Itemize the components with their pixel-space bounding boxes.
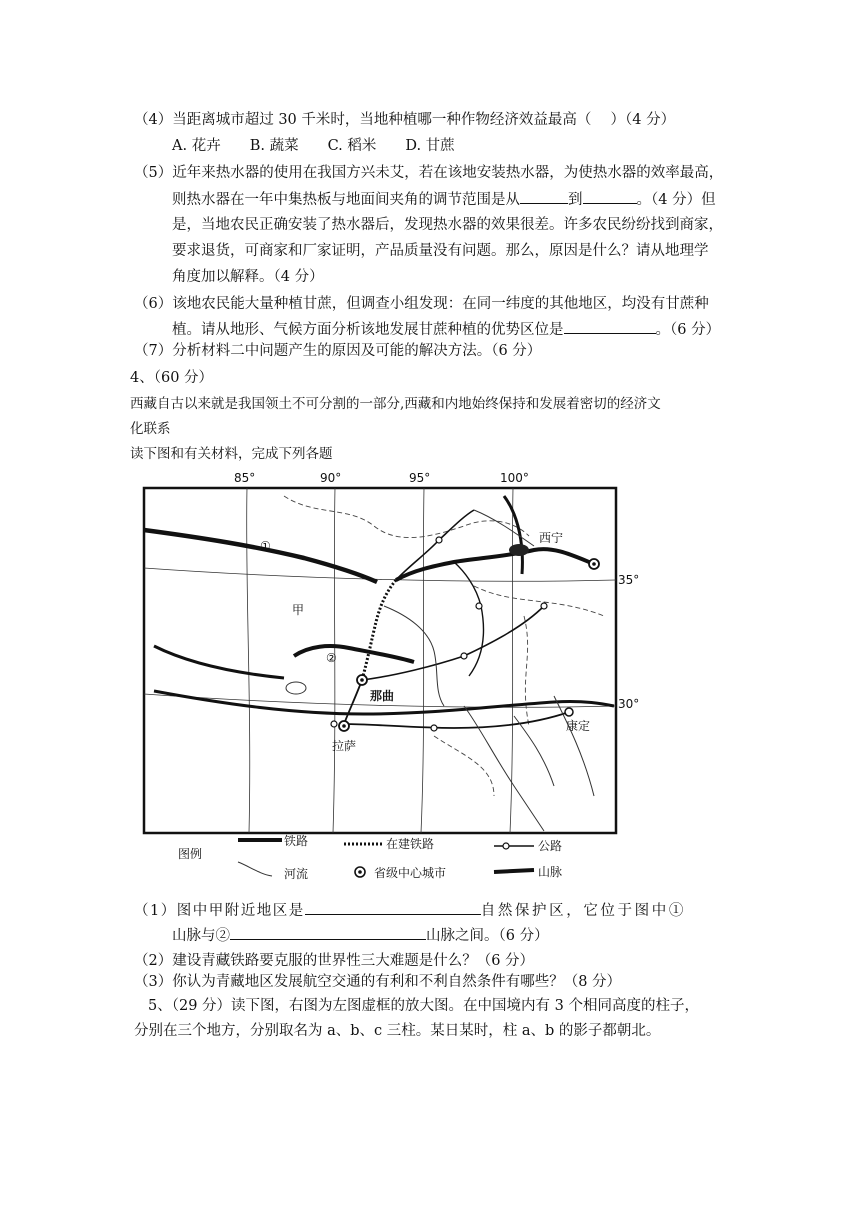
sq1-line2 [172,925,549,946]
naqu-marker-dot [360,678,364,682]
qinghai-lake [509,544,529,556]
sq1-line1-b: 自然保护区，它位于图中① [480,903,686,919]
sq1-line2-a: 山脉与② [172,928,230,944]
mountain-2-label: ② [326,651,337,665]
lake-1 [286,682,306,694]
highway-east [362,606,544,680]
q6-line2-b: 。（6 分） [655,322,721,338]
highway-stop-5 [476,603,482,609]
legend-railway-label: 铁路 [284,834,309,848]
river-5 [474,510,534,546]
s5-line1: 5、（29 分）读下图，右图为左图虚框的放大图。在中国境内有 3 个相同高度的柱子， [148,998,699,1014]
mountain-range-1 [144,530,377,582]
mountain-1-label: ① [260,539,271,553]
q5-blank-to [583,189,637,204]
s4-intro2: 化联系 [130,421,171,437]
lat-35-label: 35° [618,573,640,587]
q7-text: （7）分析材料二中问题产生的原因及可能的解决方法。（6 分） [134,343,542,359]
lon-95-label: 95° [409,471,431,485]
legend-capital-label: 省级中心城市 [374,866,447,880]
s4-intro1: 西藏自古以来就是我国领土不可分割的一部分,西藏和内地始终保持和发展着密切的经济文 [130,396,661,412]
lon-85-label: 85° [234,471,256,485]
q4-text: （4）当距离城市超过 30 千米时，当地种植哪一种作物经济效益最高（ ）（4 分） [134,112,676,128]
sq1-blank-reserve [305,900,481,915]
kangding-marker [565,708,573,716]
meridian-85 [247,488,250,833]
boundary-4 [434,736,494,796]
s4-heading: 4、（60 分） [130,370,214,386]
jia-label: 甲 [292,603,305,617]
mountain-range-5 [504,496,522,574]
sq1-blank-mountain [230,925,426,940]
boundary-1 [284,496,529,538]
sq1-line1-a: （1）图中甲附近地区是 [134,903,305,919]
q6-line1: （6）该地农民能大量种植甘蔗，但调查小组发现：在同一纬度的其他地区，均没有甘蔗种 [134,296,709,312]
lon-100-label: 100° [500,471,529,485]
sq1-line2-b: 山脉之间。（6 分） [426,928,549,944]
highway-stop-1 [436,537,442,543]
highway-central [454,562,483,676]
q4-options: A. 花卉 B. 蔬菜 C. 稻米 D. 甘蔗 [172,138,455,154]
lhasa-marker-dot [342,724,346,728]
q5-line1: （5）近年来热水器的使用在我国方兴未艾，若在该地安装热水器，为使热水器的效率最高， [134,165,724,181]
railway-construction-line [362,580,396,680]
q5-line4: 要求退货，可商家和厂家证明，产品质量没有问题。那么，原因是什么？请从地理学 [172,243,709,259]
legend-mountain-symbol [494,870,534,872]
q5-line5: 角度加以解释。（4 分） [172,269,324,285]
legend-highway-label: 公路 [538,839,563,853]
legend-mountain-label: 山脉 [538,865,563,879]
q5-line2 [172,189,716,210]
q6-line2 [172,319,720,340]
legend-railway-construction-label: 在建铁路 [386,837,435,851]
highway-stop-2 [461,653,467,659]
legend-river-symbol [238,862,272,876]
q6-line2-a: 植。请从地形、气候方面分析该地发展甘蔗种植的优势区位是 [172,322,564,338]
q5-blank-from [520,189,568,204]
meridian-95 [421,488,424,833]
highway-stop-4 [431,725,437,731]
q5-line3: 是，当地农民正确安装了热水器后，发现热水器的效果很差。许多农民纷纷找到商家， [172,217,723,233]
legend-title: 图例 [178,847,203,861]
q5-line2-c: 。（4 分）但 [636,192,716,208]
legend-river-label: 河流 [284,867,309,881]
highway-stop-3 [541,603,547,609]
sq2-text: （2）建设青藏铁路要克服的世界性三大难题是什么？（6 分） [134,953,535,969]
lat-30-label: 30° [618,697,640,711]
sq1-line1 [134,900,686,921]
naqu-label: 那曲 [370,689,395,703]
legend-capital-dot [358,870,362,874]
mountain-range-2 [294,646,414,662]
qinghai-tibet-map [134,466,646,886]
legend-highway-stop [503,843,509,849]
q5-line2-b: 到 [568,192,583,208]
river-4 [554,696,594,796]
kangding-label: 康定 [566,719,591,733]
parallel-35 [144,568,616,581]
s4-instruction: 读下图和有关材料，完成下列各题 [130,446,333,462]
lon-90-label: 90° [320,471,342,485]
s5-line2: 分别在三个地方，分别取名为 a、b、c 三柱。某日某时，柱 a、b 的影子都朝北。 [134,1023,661,1039]
q6-blank [564,319,656,334]
lhasa-label: 拉萨 [332,739,357,753]
river-3 [514,716,554,786]
xining-label: 西宁 [539,531,564,545]
xining-marker-dot [592,562,596,566]
boundary-3 [524,616,529,726]
sq3-text: （3）你认为青藏地区发展航空交通的有利和不利自然条件有哪些？（8 分） [134,974,622,990]
mountain-range-3 [154,646,284,678]
q5-line2-a: 则热水器在一年中集热板与地面间夹角的调节范围是从 [172,192,520,208]
highway-stop-6 [331,721,337,727]
